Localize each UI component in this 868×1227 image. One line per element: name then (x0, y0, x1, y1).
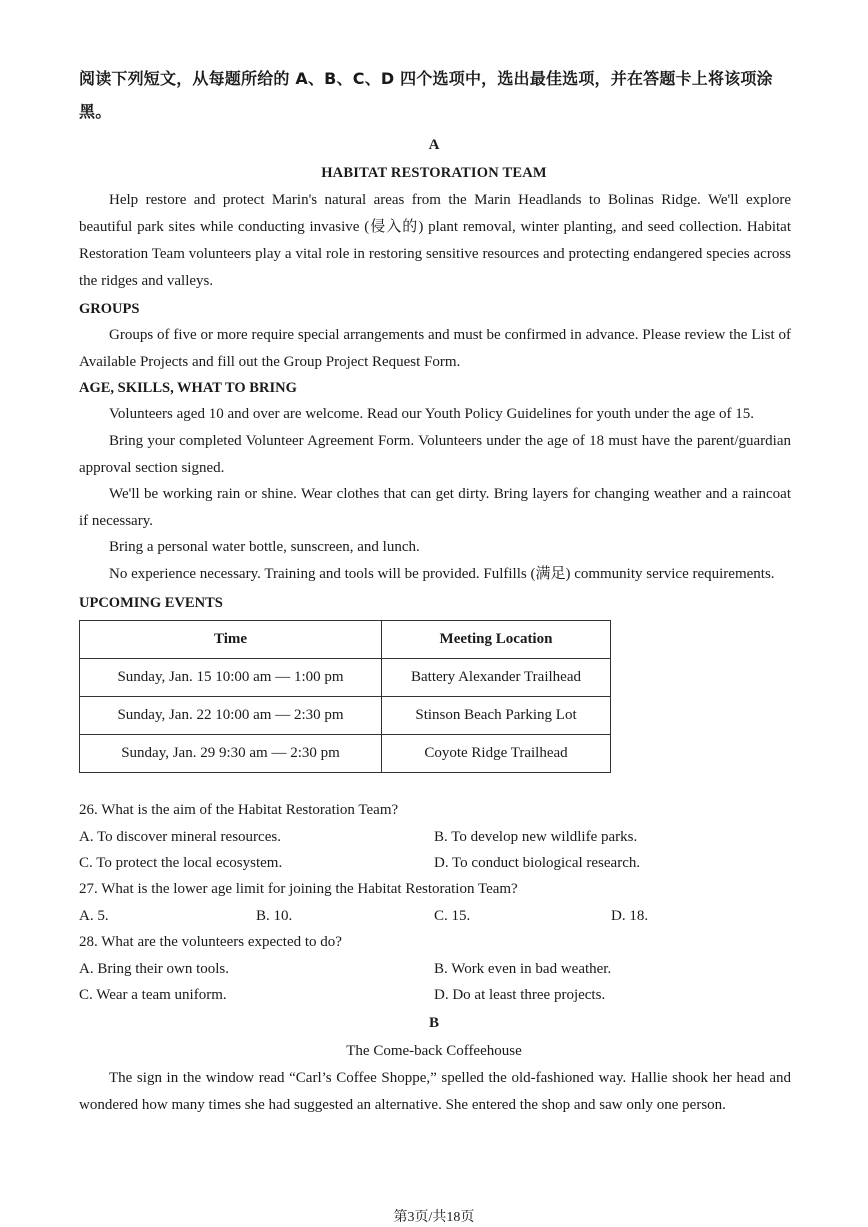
question-26-option-c[interactable]: C. To protect the local ecosystem. (79, 855, 283, 871)
table-cell-time: Sunday, Jan. 15 10:00 am — 1:00 pm (80, 659, 382, 697)
section-b-letter: B (428, 1015, 439, 1031)
question-26-option-a[interactable]: A. To discover mineral resources. (79, 829, 281, 845)
age-paragraph-3: We'll be working rain or shine. Wear clothes that can get dirty. Bring layers for changing weather and a raincoat if necessary. (79, 486, 791, 529)
question-27-option-c[interactable]: C. 15. (434, 908, 471, 924)
question-27-option-a[interactable]: A. 5. (79, 908, 109, 924)
age-paragraph-1: Volunteers aged 10 and over are welcome. Read our Youth Policy Guidelines for youth under the age of 15. (109, 406, 754, 422)
question-27-option-d[interactable]: D. 18. (611, 908, 649, 924)
events-table (79, 620, 611, 773)
table-header-time: Time (80, 621, 382, 659)
question-28-option-a[interactable]: A. Bring their own tools. (79, 961, 229, 977)
question-26-option-d[interactable]: D. To conduct biological research. (434, 855, 641, 871)
question-27-option-b[interactable]: B. 10. (256, 908, 293, 924)
table-row (80, 697, 611, 735)
section-b-title: The Come-back Coffeehouse (346, 1043, 522, 1059)
age-paragraph-5: No experience necessary. Training and tools will be provided. Fulfills (满足) community service requirements. (109, 566, 775, 582)
groups-heading: GROUPS (79, 301, 140, 317)
question-28-option-d[interactable]: D. Do at least three projects. (434, 987, 606, 1003)
table-row (80, 659, 611, 697)
section-b-paragraph: The sign in the window read “Carl’s Coffee Shoppe,” spelled the old-fashioned way. Hallie shook her head and wondered how many times she had suggested an alternative. She entered the shop and saw only one person. (79, 1070, 791, 1113)
instructions: 阅读下列短文，从每题所给的 A、B、C、D 四个选项中，选出最佳选项，并在答题卡上将该项涂黑。 (79, 69, 773, 121)
intro-paragraph: Help restore and protect Marin's natural areas from the Marin Headlands to Bolinas Ridge. We'll explore beautiful park sites while conducting invasive (侵入的) plant removal, winter planting, and seed collection. Habitat Restoration Team volunteers play a vital role in restoring sensitive resources and protecting endangered species across the ridges and valleys. (79, 192, 791, 289)
table-cell-time: Sunday, Jan. 29 9:30 am — 2:30 pm (80, 735, 382, 773)
groups-paragraph: Groups of five or more require special arrangements and must be confirmed in advance. Please review the List of Available Projects and fill out the Group Project Request Form. (79, 327, 791, 370)
section-a-letter: A (428, 137, 440, 153)
question-26-stem: 26. What is the aim of the Habitat Restoration Team? (79, 802, 399, 818)
question-28-option-c[interactable]: C. Wear a team uniform. (79, 987, 227, 1003)
section-a-title: HABITAT RESTORATION TEAM (321, 165, 547, 181)
age-paragraph-4: Bring a personal water bottle, sunscreen, and lunch. (109, 539, 420, 555)
age-paragraph-2: Bring your completed Volunteer Agreement Form. Volunteers under the age of 18 must have the parent/guardian approval section signed. (79, 433, 791, 476)
table-cell-location: Coyote Ridge Trailhead (382, 735, 611, 773)
table-header-location: Meeting Location (382, 621, 611, 659)
question-26-option-b[interactable]: B. To develop new wildlife parks. (434, 829, 638, 845)
table-cell-location: Battery Alexander Trailhead (382, 659, 611, 697)
question-27-stem: 27. What is the lower age limit for joining the Habitat Restoration Team? (79, 881, 518, 897)
table-row (80, 735, 611, 773)
question-28-option-b[interactable]: B. Work even in bad weather. (434, 961, 612, 977)
table-header-row (80, 621, 611, 659)
age-heading: AGE, SKILLS, WHAT TO BRING (79, 380, 297, 396)
page-footer: 第3页/共18页 (393, 1210, 475, 1225)
question-28-stem: 28. What are the volunteers expected to do? (79, 934, 342, 950)
table-cell-time: Sunday, Jan. 22 10:00 am — 2:30 pm (80, 697, 382, 735)
events-heading: UPCOMING EVENTS (79, 595, 223, 611)
table-cell-location: Stinson Beach Parking Lot (382, 697, 611, 735)
